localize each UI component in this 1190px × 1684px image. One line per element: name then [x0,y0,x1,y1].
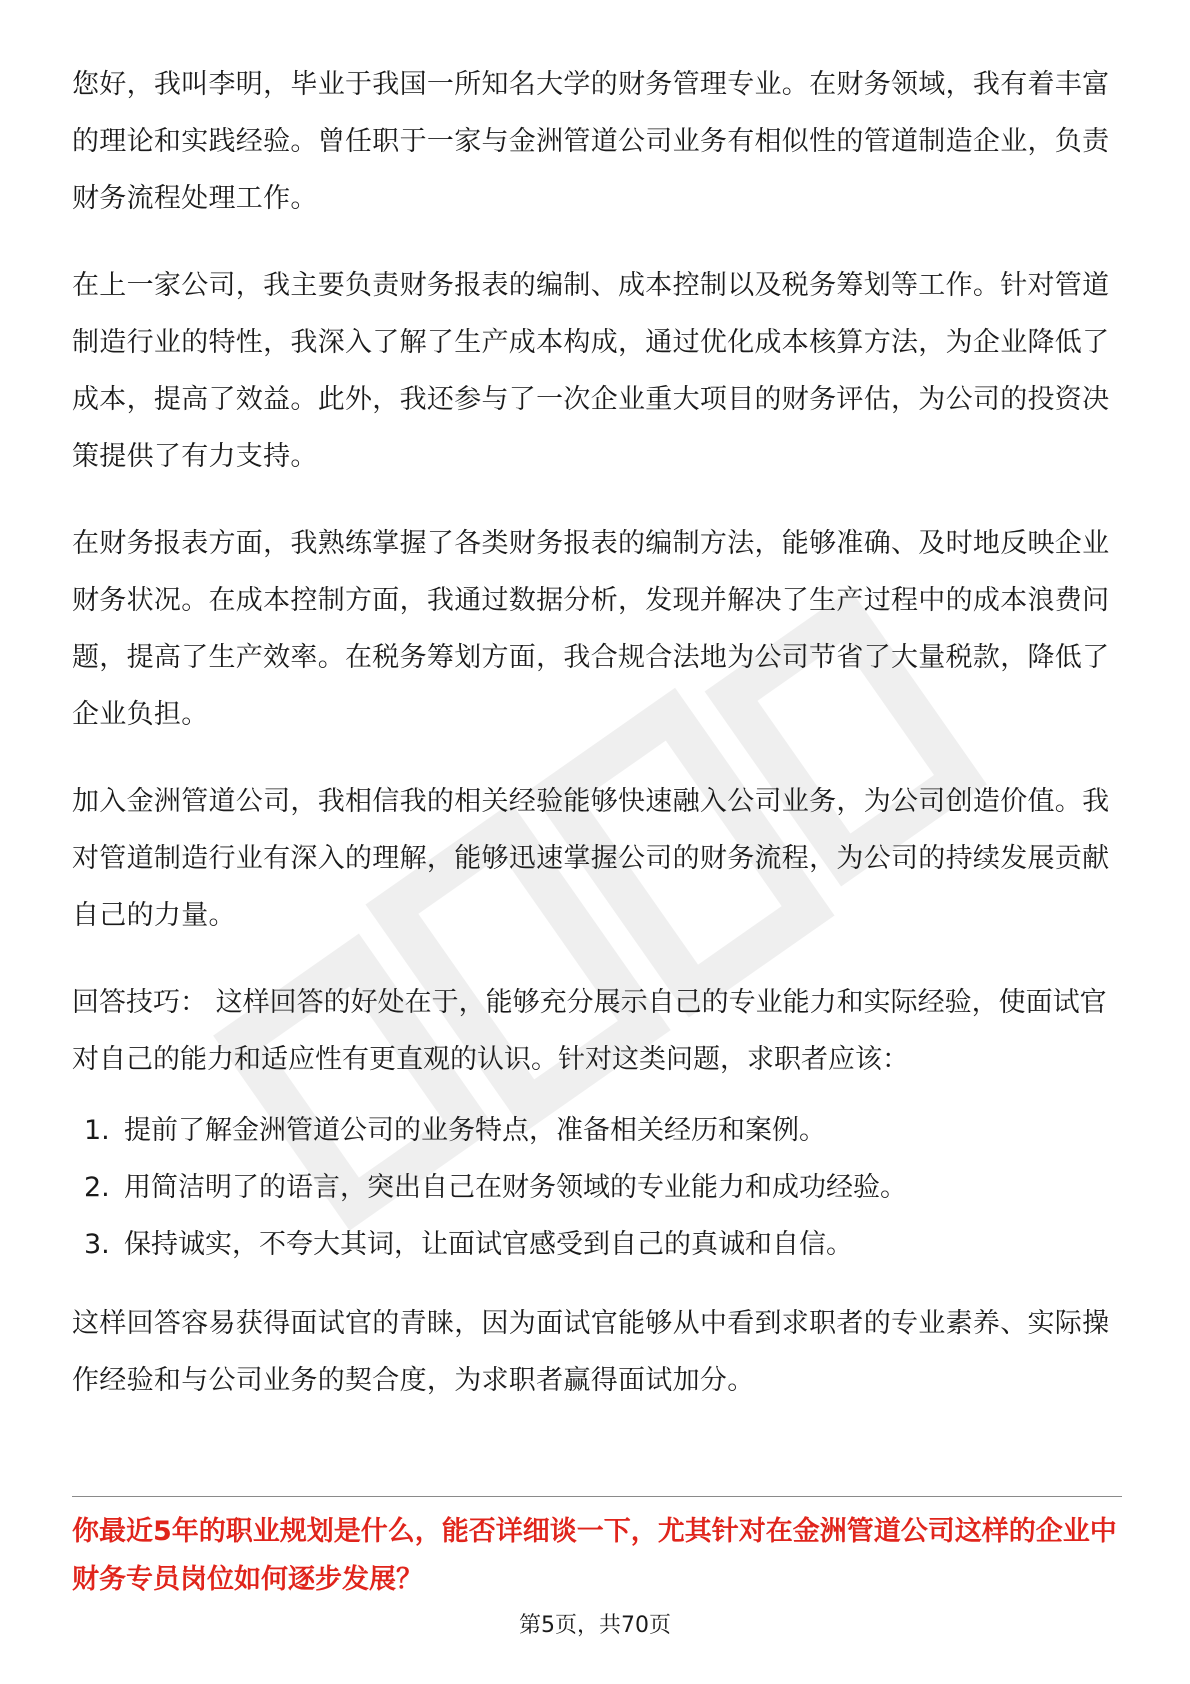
paragraph-1: 您好，我叫李明，毕业于我国一所知名大学的财务管理专业。在财务领域，我有着丰富的理论和实践经验。曾任职于一家与金洲管道公司业务有相似性的管道制造企业，负责财务流程处理工作。 [72,69,1110,214]
paragraph-2: 在上一家公司，我主要负责财务报表的编制、成本控制以及税务筹划等工作。针对管道制造行业的特性，我深入了解了生产成本构成，通过优化成本核算方法，为企业降低了成本，提高了效益。此外，我还参与了一次企业重大项目的财务评估，为公司的投资决策提供了有力支持。 [72,270,1110,472]
paragraph-4: 加入金洲管道公司，我相信我的相关经验能够快速融入公司业务，为公司创造价值。我对管道制造行业有深入的理解，能够迅速掌握公司的财务流程，为公司的持续发展贡献自己的力量。 [72,786,1110,931]
list-item [72,1216,1122,1273]
list-text: 保持诚实，不夸大其词，让面试官感受到自己的真诚和自信。 [124,1229,853,1260]
list-item [72,1159,1122,1216]
list-number: 2. [84,1172,110,1203]
list-text: 用简洁明了的语言，突出自己在财务领域的专业能力和成功经验。 [124,1172,907,1203]
page-footer: 第5页，共70页 [519,1613,671,1638]
paragraph-3: 在财务报表方面，我熟练掌握了各类财务报表的编制方法，能够准确、及时地反映企业财务状况。在成本控制方面，我通过数据分析，发现并解决了生产过程中的成本浪费问题，提高了生产效率。在税务筹划方面，我合规合法地为公司节省了大量税款，降低了企业负担。 [72,528,1110,730]
list-item [72,1102,1122,1159]
list-number: 1. [84,1115,110,1146]
list-number: 3. [84,1229,110,1260]
document-body [72,56,1122,1439]
tips-list [72,1102,1122,1273]
section-divider [72,1496,1122,1497]
closing-paragraph: 这样回答容易获得面试官的青睐，因为面试官能够从中看到求职者的专业素养、实际操作经验和与公司业务的契合度，为求职者赢得面试加分。 [72,1308,1110,1396]
answer-tips: 回答技巧： 这样回答的好处在于，能够充分展示自己的专业能力和实际经验，使面试官对自己的能力和适应性有更直观的认识。针对这类问题，求职者应该： [72,987,1107,1075]
next-question: 你最近5年的职业规划是什么，能否详细谈一下，尤其针对在金洲管道公司这样的企业中财务专员岗位如何逐步发展？ [72,1516,1117,1595]
list-text: 提前了解金洲管道公司的业务特点，准备相关经历和案例。 [124,1115,826,1146]
